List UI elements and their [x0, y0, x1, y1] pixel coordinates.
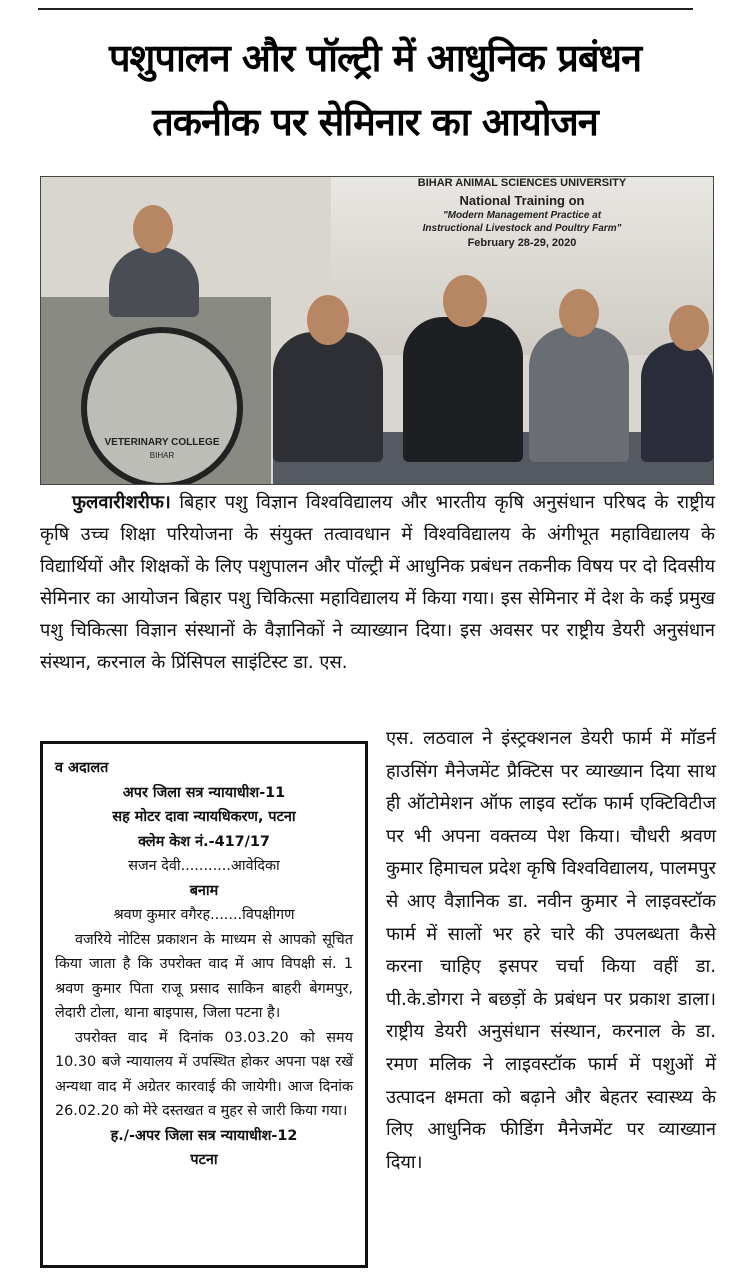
event-banner — [331, 177, 713, 355]
notice-signature: ह./-अपर जिला सत्र न्यायाधीश-12 — [110, 1127, 298, 1144]
notice-tribunal: सह मोटर दावा न्यायधिकरण, पटना — [112, 809, 296, 825]
guest-3 — [529, 327, 629, 462]
guest-1-head — [307, 295, 349, 345]
college-emblem — [81, 327, 243, 485]
emblem-text: VETERINARY COLLEGE — [104, 437, 220, 448]
notice-judge: अपर जिला सत्र न्यायाधीश-11 — [122, 784, 286, 801]
top-rule — [38, 8, 693, 10]
headline-line-2: तकनीक पर सेमिनार का आयोजन — [152, 100, 598, 144]
speaker-head — [133, 205, 173, 253]
article-body: बिहार पशु विज्ञान विश्वविद्यालय और भारतीय कृषि अनुसंधान परिषद के राष्ट्रीय कृषि उच्च शिक्षा परियोजना के संयुक्त तत्वावधान में विश्वविद्यालय के अंगीभूत महाविद्यालय के विद्यार्थियों और शिक्षकों के लिए पशुपालन और पॉल्ट्री में आधुनिक प्रबंधन तकनीक विषय पर दो दिवसीय सेमिनार का आयोजन बिहार पशु चिकित्सा महाविद्यालय में किया गया। इस सेमिनार में देश के कई प्रमुख पशु चिकित्सा विज्ञान संस्थानों के वैज्ञानिकों ने व्याख्यान दिया। इस अवसर पर राष्ट्रीय डेयरी अनुसंधान संस्थान, करनाल के प्रिंसिपल साइंटिस्ट डा. एस. — [40, 492, 715, 673]
notice-court: व अदालत — [55, 760, 109, 776]
guest-1 — [273, 332, 383, 462]
notice-respondent: श्रवण कुमार वगैरह.......विपक्षीगण — [113, 907, 295, 923]
notice-applicant: सजन देवी...........आवेदिका — [128, 858, 280, 874]
notice-paragraph-1: वजरिये नोटिस प्रकाशन के माध्यम से आपको सूचित किया जाता है कि उपरोक्त वाद में आप विपक्षी सं. 1 श्रवण कुमार पिता राजू प्रसाद साकिन बाहरी बेगमपुर, लेदारी टोला, थाना बाइपास, जिला पटना है। — [55, 931, 353, 1021]
banner-title: National Training on — [459, 193, 585, 208]
banner-date: February 28-29, 2020 — [467, 237, 577, 249]
guest-3-head — [559, 289, 599, 337]
guest-2-head — [443, 275, 487, 327]
article-lead-paragraph — [40, 487, 715, 679]
speaker — [109, 247, 199, 317]
banner-subtitle-1: "Modern Management Practice at — [442, 210, 602, 221]
court-notice — [40, 741, 368, 1268]
banner-university: BIHAR ANIMAL SCIENCES UNIVERSITY — [417, 177, 627, 189]
notice-case-number: क्लेम केश नं.-417/17 — [138, 833, 270, 850]
guest-4 — [641, 342, 713, 462]
dateline: फुलवारीशरीफ। — [72, 492, 171, 513]
guest-4-head — [669, 305, 709, 351]
notice-place: पटना — [190, 1152, 218, 1168]
notice-paragraph-2: उपरोक्त वाद में दिनांक 03.03.20 को समय 10.30 बजे न्यायालय में उपस्थित होकर अपना पक्ष रखें अन्यथा वाद में अग्रेतर कारवाई की जायेगी। आज दिनांक 26.02.20 को मेरे दस्तखत व मुहर से जारी किया गया। — [55, 1029, 353, 1119]
article-continuation: एस. लठवाल ने इंस्ट्रक्शनल डेयरी फार्म में मॉडर्न हाउसिंग मैनेजमेंट प्रैक्टिस पर व्याख्यान दिया साथ ही ऑटोमेशन ऑफ लाइव स्टॉक फार्म एक्टिविटीज पर भी अपना वक्तव्य पेश किया। चौधरी श्रवण कुमार हिमाचल प्रदेश कृषि विश्वविद्यालय, पालमपुर से आए वैज्ञानिक डा. नवीन कुमार ने लाइवस्टॉक फार्म में सालों भर हरे चारे की उपलब्धता कैसे करना चाहिए इसपर चर्चा किया वहीं डा. पी.के.डोगरा ने बछड़ों के प्रबंधन पर प्रकाश डाला। राष्ट्रीय डेयरी अनुसंधान संस्थान, करनाल के डा. रमण मलिक ने लाइवस्टॉक फार्म में पशुओं में उत्पादन क्षमता को बढ़ाने और बेहतर स्वास्थ्य के लिए आधुनिक फीडिंग मैनेजमेंट पर व्याख्यान दिया। — [386, 728, 716, 1173]
emblem-subtext: BIHAR — [149, 451, 175, 460]
guest-2 — [403, 317, 523, 462]
news-photo — [40, 176, 714, 485]
headline — [30, 26, 720, 154]
banner-subtitle-2: Instructional Livestock and Poultry Farm" — [422, 223, 622, 234]
headline-line-1: पशुपालन और पॉल्ट्री में आधुनिक प्रबंधन — [108, 36, 642, 80]
notice-versus: बनाम — [189, 882, 219, 899]
